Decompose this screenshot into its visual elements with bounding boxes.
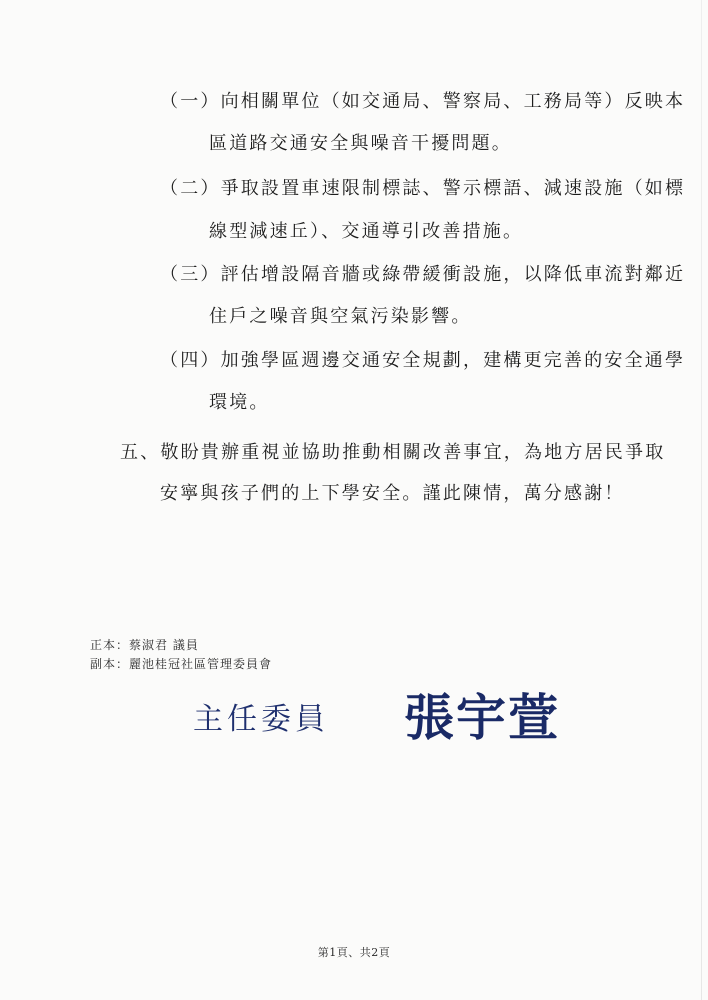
item-1-line-1: （一）向相關單位（如交通局、警察局、工務局等）反映本	[160, 91, 686, 112]
item-4-line-2: 環境。	[209, 392, 270, 413]
item-3-line-1: （三）評估增設隔音牆或綠帶緩衝設施，以降低車流對鄰近	[160, 264, 686, 285]
cc-original: 正本：蔡淑君 議員	[90, 638, 199, 652]
item-1-line-2: 區道路交通安全與噪音干擾問題。	[209, 133, 512, 154]
scan-edge-divider	[701, 0, 702, 1000]
item-4-line-1: （四）加強學區週邊交通安全規劃，建構更完善的安全通學	[160, 350, 686, 371]
cc-copy: 副本：麗池桂冠社區管理委員會	[90, 657, 273, 671]
signature-title: 主任委員	[193, 702, 329, 737]
item-3-line-2: 住戶之噪音與空氣污染影響。	[209, 306, 472, 327]
signature-name: 張宇萱	[404, 688, 560, 747]
section-5-line-2: 安寧與孩子們的上下學安全。謹此陳情，萬分感謝！	[160, 483, 625, 504]
section-5-line-1: 五、敬盼貴辦重視並協助推動相關改善事宜，為地方居民爭取	[120, 442, 666, 463]
page-footer: 第1頁、共2頁	[317, 946, 391, 959]
item-2-line-1: （二）爭取設置車速限制標誌、警示標語、減速設施（如標	[160, 178, 686, 199]
item-2-line-2: 線型減速丘）、交通導引改善措施。	[209, 221, 524, 242]
